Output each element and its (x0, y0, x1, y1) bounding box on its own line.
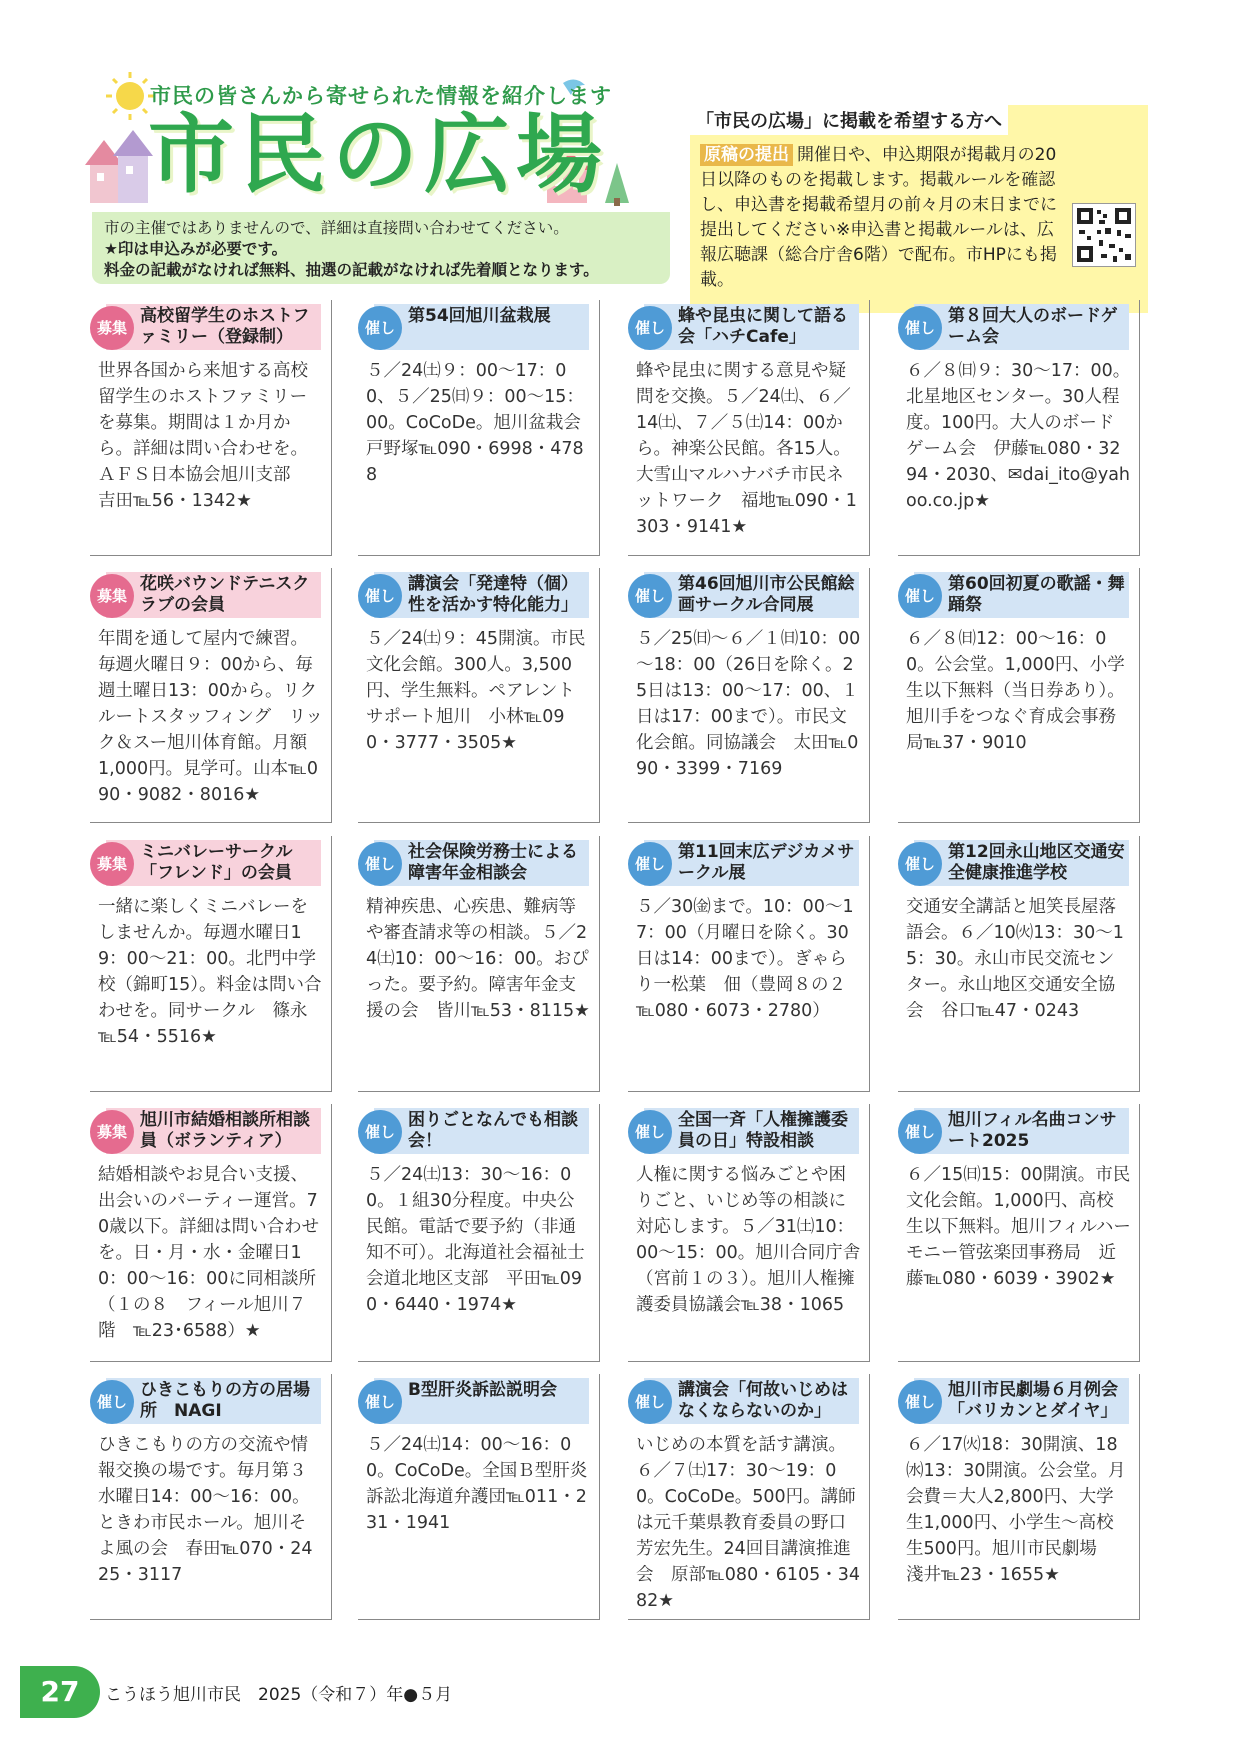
event-badge: 催し (358, 842, 402, 886)
event-title: ミニバレーサークル「フレンド」の会員 (140, 842, 293, 883)
event-body: ５／24㈯14：00～16：00。CoCoDe。全国Ｂ型肝炎訴訟北海道弁護団℡011・231・1941 (366, 1435, 588, 1533)
event-badge: 催し (898, 306, 942, 350)
event-body: 世界各国から来旭する高校留学生のホストファミリーを募集。期間は１か月から。詳細は問い合わせを。ＡＦＳ日本協会旭川支部 吉田℡56・1342★ (98, 361, 308, 511)
submission-info-box (690, 105, 1148, 313)
event-title: 蜂や昆虫に関して語る会「ハチCafe」 (678, 306, 848, 347)
event-body: 一緒に楽しくミニバレーをしませんか。毎週水曜日19：00～21：00。北門中学校（錦町15）。料金は問い合わせを。同サークル 篠永℡54・5516★ (98, 897, 322, 1047)
event-body: いじめの本質を話す講演。６／７㈯17：30～19：00。CoCoDe。500円。講師は元千葉県教育委員の野口芳宏先生。24回目講演推進会 原部℡080・6105・3482★ (636, 1435, 861, 1611)
event-card (898, 300, 1140, 556)
event-title: 社会保険労務士による障害年金相談会 (408, 842, 578, 883)
submission-text: 開催日や、申込期限が掲載月の20日以降のものを掲載します。掲載ルールを確認し、申込書を掲載希望月の前々月の末日までに提出してください※申込書と掲載ルールは、広報広聴課（総合庁舎6階）で配布。市HPにも掲載。 (700, 145, 1057, 290)
recruit-badge: 募集 (90, 1110, 134, 1154)
event-body: ５／24㈯13：30～16：00。１組30分程度。中央公民館。電話で要予約（非通知不可）。北海道社会福祉士会道北地区支部 平田℡090・6440・1974★ (366, 1165, 585, 1315)
event-title: 第54回旭川盆栽展 (408, 306, 551, 326)
event-card (898, 1104, 1140, 1362)
event-badge: 催し (628, 1380, 672, 1424)
event-title: 困りごとなんでも相談会！ (408, 1110, 578, 1151)
event-card (90, 1374, 332, 1620)
event-title: 全国一斉「人権擁護委員の日」特設相談 (678, 1110, 848, 1151)
event-badge: 催し (628, 574, 672, 618)
event-badge: 催し (90, 1380, 134, 1424)
event-title: 第12回永山地区交通安全健康推進学校 (948, 842, 1125, 883)
event-title: 第11回末広デジカメサークル展 (678, 842, 855, 883)
event-badge: 催し (628, 842, 672, 886)
event-body: ６／８㈰９：30～17：00。北星地区センター。30人程度。100円。大人のボードゲーム会 伊藤℡080・3294・2030、✉dai_ito@yahoo.co.jp★ (906, 361, 1131, 511)
event-body: 交通安全講話と旭笑長屋落語会。６／10㈫13：30～15：30。永山市民交流センター。永山地区交通安全協会 谷口℡47・0243 (906, 897, 1124, 1021)
sun-icon (106, 72, 154, 120)
event-title: 講演会「発達特（個）性を活かす特化能力」 (408, 574, 578, 615)
event-body: 精神疾患、心疾患、難病等や審査請求等の相談。５／24㈯10：00～16：00。おぴった。要予約。障害年金支援の会 皆川℡53・8115★ (366, 897, 590, 1021)
event-body: ５／24㈯９：00～17：00、５／25㈰９：00～15：00。CoCoDe。旭川盆栽会 戸野塚℡090・6998・4788 (366, 361, 599, 485)
event-card (628, 568, 870, 823)
notice-box (92, 212, 670, 284)
event-card (358, 300, 600, 556)
event-badge: 催し (358, 1380, 402, 1424)
event-title: 旭川フィル名曲コンサート2025 (948, 1110, 1117, 1151)
event-badge: 催し (628, 306, 672, 350)
event-badge: 催し (358, 306, 402, 350)
event-body: ６／８㈰12：00～16：00。公会堂。1,000円、小学生以下無料（当日券あり）。旭川手をつなぐ育成会事務局℡37・9010 (906, 629, 1125, 753)
event-body: ひきこもりの方の交流や情報交換の場です。毎月第３水曜日14：00～16：00。ときわ市民ホール。旭川そよ風の会 春田℡070・2425・3117 (98, 1435, 313, 1585)
header-subtitle: 市民の皆さんから寄せられた情報を紹介します (150, 84, 612, 108)
event-badge: 催し (628, 1110, 672, 1154)
event-body: 年間を通して屋内で練習。毎週火曜日９：00から、毎週土曜日13：00から。リクルートスタッフィング リック＆スー旭川体育館。月額1,000円。見学可。山本℡090・9082・8016★ (98, 629, 323, 805)
event-title: 旭川市民劇場６月例会「バリカンとダイヤ」 (948, 1380, 1118, 1421)
qr-code-icon[interactable] (1072, 203, 1136, 267)
event-card (358, 1104, 600, 1362)
notice-line: 料金の記載がなければ無料、抽選の記載がなければ先着順となります。 (104, 261, 599, 279)
event-card (628, 300, 870, 556)
event-badge: 催し (358, 574, 402, 618)
page-number: 27 (20, 1666, 100, 1718)
event-card (358, 1374, 600, 1620)
event-title: ひきこもりの方の居場所 NAGI (140, 1380, 310, 1421)
event-card (628, 836, 870, 1092)
event-card (90, 836, 332, 1092)
event-body: ６／17㈫18：30開演、18㈬13：30開演。公会堂。月会費＝大人2,800円、大学生1,000円、小学生～高校生500円。旭川市民劇場 淺井℡23・1655★ (906, 1435, 1126, 1585)
event-body: 蜂や昆虫に関する意見や疑問を交換。５／24㈯、６／14㈯、７／５㈯14：00から。神楽公民館。各15人。大雪山マルハナバチ市民ネットワーク 福地℡090・1303・9141★ (636, 361, 857, 537)
event-card (358, 568, 600, 823)
event-badge: 催し (898, 1380, 942, 1424)
publication-info: こうほう旭川市民 2025（令和７）年●５月 (105, 1685, 453, 1705)
event-body: ５／25㈰～６／１㈰10：00～18：00（26日を除く。25日は13：00～17：00、１日は17：00まで）。市民文化会館。同協議会 太田℡090・3399・7169 (636, 629, 861, 779)
event-card (628, 1374, 870, 1620)
notice-line: 市の主催ではありませんので、詳細は直接問い合わせてください。 (104, 219, 569, 237)
event-card (90, 1104, 332, 1362)
event-title: 講演会「何故いじめはなくならないのか」 (678, 1380, 848, 1421)
event-title: 旭川市結婚相談所相談員（ボランティア） (140, 1110, 310, 1151)
event-body: 人権に関する悩みごとや困りごと、いじめ等の相談に対応します。５／31㈯10：00～15：00。旭川合同庁舎（宮前１の３）。旭川人権擁護委員協議会℡38・1065 (636, 1165, 861, 1315)
event-card (898, 836, 1140, 1092)
event-body: ６／15㈰15：00開演。市民文化会館。1,000円、高校生以下無料。旭川フィルハーモニー管弦楽団事務局 近藤℡080・6039・3902★ (906, 1165, 1131, 1289)
event-card (358, 836, 600, 1092)
submission-info-body (700, 143, 1060, 293)
event-title: 高校留学生のホストファミリー（登録制） (140, 306, 310, 347)
page-title: 市民の広場 (148, 105, 608, 205)
event-badge: 催し (898, 1110, 942, 1154)
event-body: ５／24㈯９：45開演。市民文化会館。300人。3,500円、学生無料。ペアレントサポート旭川 小林℡090・3777・3505★ (366, 629, 586, 753)
event-title: 第46回旭川市公民館絵画サークル合同展 (678, 574, 855, 615)
submission-info-title: 「市民の広場」に掲載を希望する方へ (690, 105, 1008, 135)
event-title: 花咲バウンドテニスクラブの会員 (140, 574, 310, 615)
event-title: B型肝炎訴訟説明会 (408, 1380, 557, 1400)
houses-icon (85, 130, 153, 203)
event-title: 第８回大人のボードゲーム会 (948, 306, 1118, 347)
event-card (898, 1374, 1140, 1620)
event-title: 第60回初夏の歌謡・舞踊祭 (948, 574, 1125, 615)
event-body: 結婚相談やお見合い支援、出会いのパーティー運営。70歳以下。詳細は問い合わせを。日・月・水・金曜日10：00～16：00に同相談所（１の８ フィール旭川７階 ℡23･6588）★ (98, 1165, 320, 1341)
recruit-badge: 募集 (90, 842, 134, 886)
event-badge: 催し (898, 574, 942, 618)
recruit-badge: 募集 (90, 574, 134, 618)
recruit-badge: 募集 (90, 306, 134, 350)
event-card (898, 568, 1140, 823)
event-card (90, 568, 332, 823)
event-body: ５／30㈮まで。10：00～17：00（月曜日を除く。30日は14：00まで）。ぎゃらり一松葉 佃（豊岡８の２℡080・6073・2780） (636, 897, 854, 1021)
event-card (628, 1104, 870, 1362)
event-badge: 催し (358, 1110, 402, 1154)
event-card (90, 300, 332, 556)
notice-line: ★印は申込みが必要です。 (104, 240, 288, 258)
event-badge: 催し (898, 842, 942, 886)
submission-label: 原稿の提出 (700, 144, 793, 166)
